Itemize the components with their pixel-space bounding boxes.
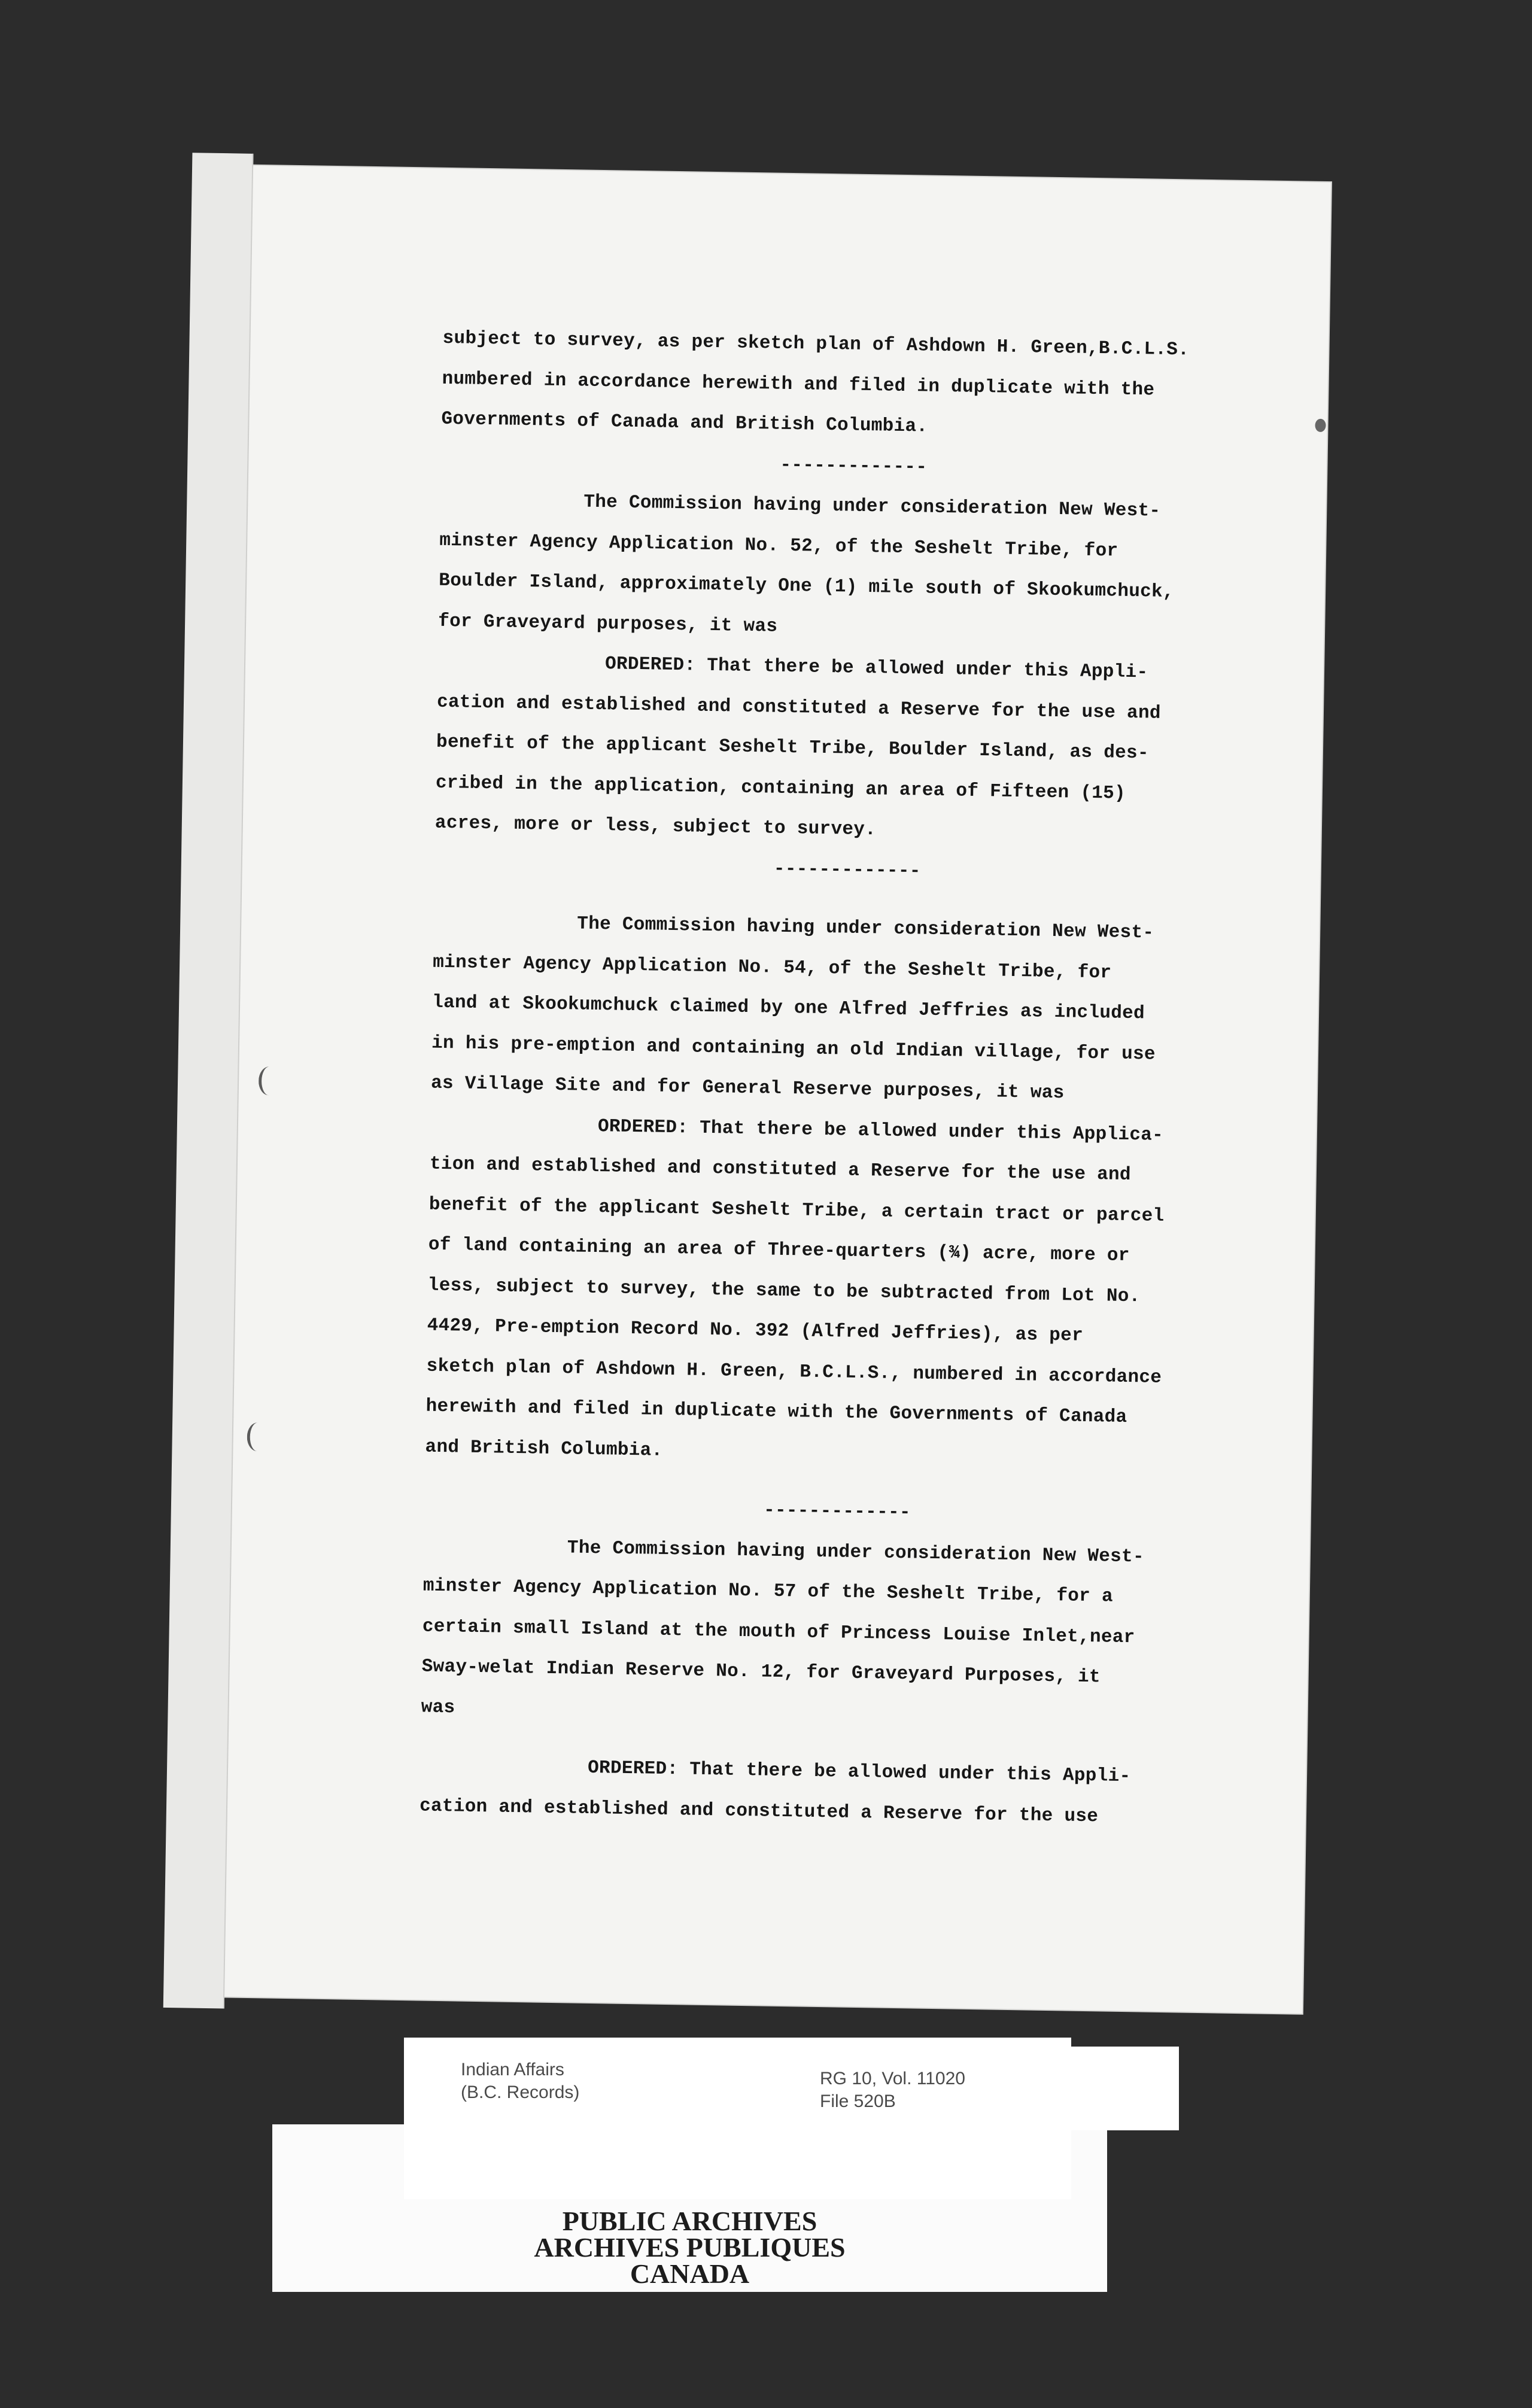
text-line: of land containing an area of Three-quarters (¾) acre, more or	[428, 1234, 1130, 1267]
text-line: subject to survey, as per sketch plan of Ashdown H. Green,B.C.L.S.	[442, 327, 1190, 361]
text-line: sketch plan of Ashdown H. Green, B.C.L.S., numbered in accordance	[426, 1355, 1162, 1388]
text-line: 4429, Pre-emption Record No. 392 (Alfred Jeffries), as per	[427, 1315, 1084, 1346]
text-line: less, subject to survey, the same to be subtracted from Lot No.	[427, 1275, 1141, 1307]
text-line: in his pre-emption and containing an old Indian village, for use	[431, 1032, 1156, 1065]
file-reference: File 520B	[820, 2091, 896, 2111]
punch-hole-mark	[247, 1422, 268, 1452]
text-line: as Village Site and for General Reserve purposes, it was	[430, 1072, 1065, 1104]
text-line: land at Skookumchuck claimed by one Alfred Jeffries as included	[431, 992, 1145, 1024]
text-line: Governments of Canada and British Columbia.	[441, 408, 928, 437]
archive-card	[404, 2038, 1071, 2199]
text-line: benefit of the applicant Seshelt Tribe, Boulder Island, as des-	[436, 731, 1150, 764]
section-divider: -------------	[780, 454, 928, 478]
document-page	[165, 165, 1331, 2013]
section-divider: -------------	[773, 858, 921, 881]
text-line: herewith and filed in duplicate with the Governments of Canada	[425, 1395, 1127, 1428]
text-line: cation and established and constituted a Reserve for the use and	[436, 691, 1162, 724]
text-line: The Commission having under consideration New West-	[583, 491, 1161, 522]
text-line: Boulder Island, approximately One (1) mile south of Skookumchuck,	[439, 570, 1175, 603]
punch-hole-mark	[259, 1066, 280, 1096]
volume-reference: RG 10, Vol. 11020	[820, 2069, 965, 2088]
text-line: benefit of the applicant Seshelt Tribe, a certain tract or parcel	[428, 1194, 1165, 1227]
text-line: Sway-welat Indian Reserve No. 12, for Graveyard Purposes, it	[421, 1656, 1101, 1688]
text-line: for Graveyard purposes, it was	[437, 610, 778, 637]
text-line: cation and established and constituted a Reserve for the use	[419, 1795, 1099, 1827]
text-line: numbered in accordance herewith and filed in duplicate with the	[442, 368, 1155, 401]
record-group-sublabel: (B.C. Records)	[461, 2082, 580, 2102]
section-divider: -------------	[763, 1500, 911, 1524]
text-line: certain small Island at the mouth of Princess Louise Inlet,near	[422, 1616, 1135, 1648]
text-line: minster Agency Application No. 57 of the Seshelt Tribe, for a	[422, 1575, 1114, 1607]
text-line: minster Agency Application No. 52, of the Seshelt Tribe, for	[439, 530, 1118, 562]
text-line: and British Columbia.	[425, 1436, 663, 1461]
archives-stamp-line: ARCHIVES PUBLIQUES	[534, 2232, 846, 2263]
text-line: was	[421, 1696, 455, 1718]
text-line: acres, more or less, subject to survey.	[434, 812, 877, 841]
text-line: cribed in the application, containing an area of Fifteen (15)	[435, 772, 1126, 804]
text-line: The Commission having under consideration New West-	[577, 913, 1154, 944]
archives-stamp	[272, 2208, 1107, 2287]
text-line: tion and established and constituted a Reserve for the use and	[429, 1153, 1132, 1186]
typed-text	[420, 318, 1269, 1839]
ink-smudge	[1315, 419, 1326, 432]
text-line: ORDERED: That there be allowed under this Appli-	[587, 1757, 1131, 1787]
record-group-label: Indian Affairs	[461, 2060, 564, 2079]
text-line: minster Agency Application No. 54, of the Seshelt Tribe, for	[432, 951, 1112, 984]
archives-stamp-line: CANADA	[630, 2258, 750, 2289]
text-line: ORDERED: That there be allowed under this Appli-	[604, 653, 1148, 683]
archives-stamp-line: PUBLIC ARCHIVES	[562, 2206, 817, 2236]
archive-card-tab	[1071, 2047, 1179, 2130]
text-line: The Commission having under consideration New West-	[567, 1537, 1145, 1567]
text-line: ORDERED: That there be allowed under this Applica-	[597, 1115, 1164, 1146]
